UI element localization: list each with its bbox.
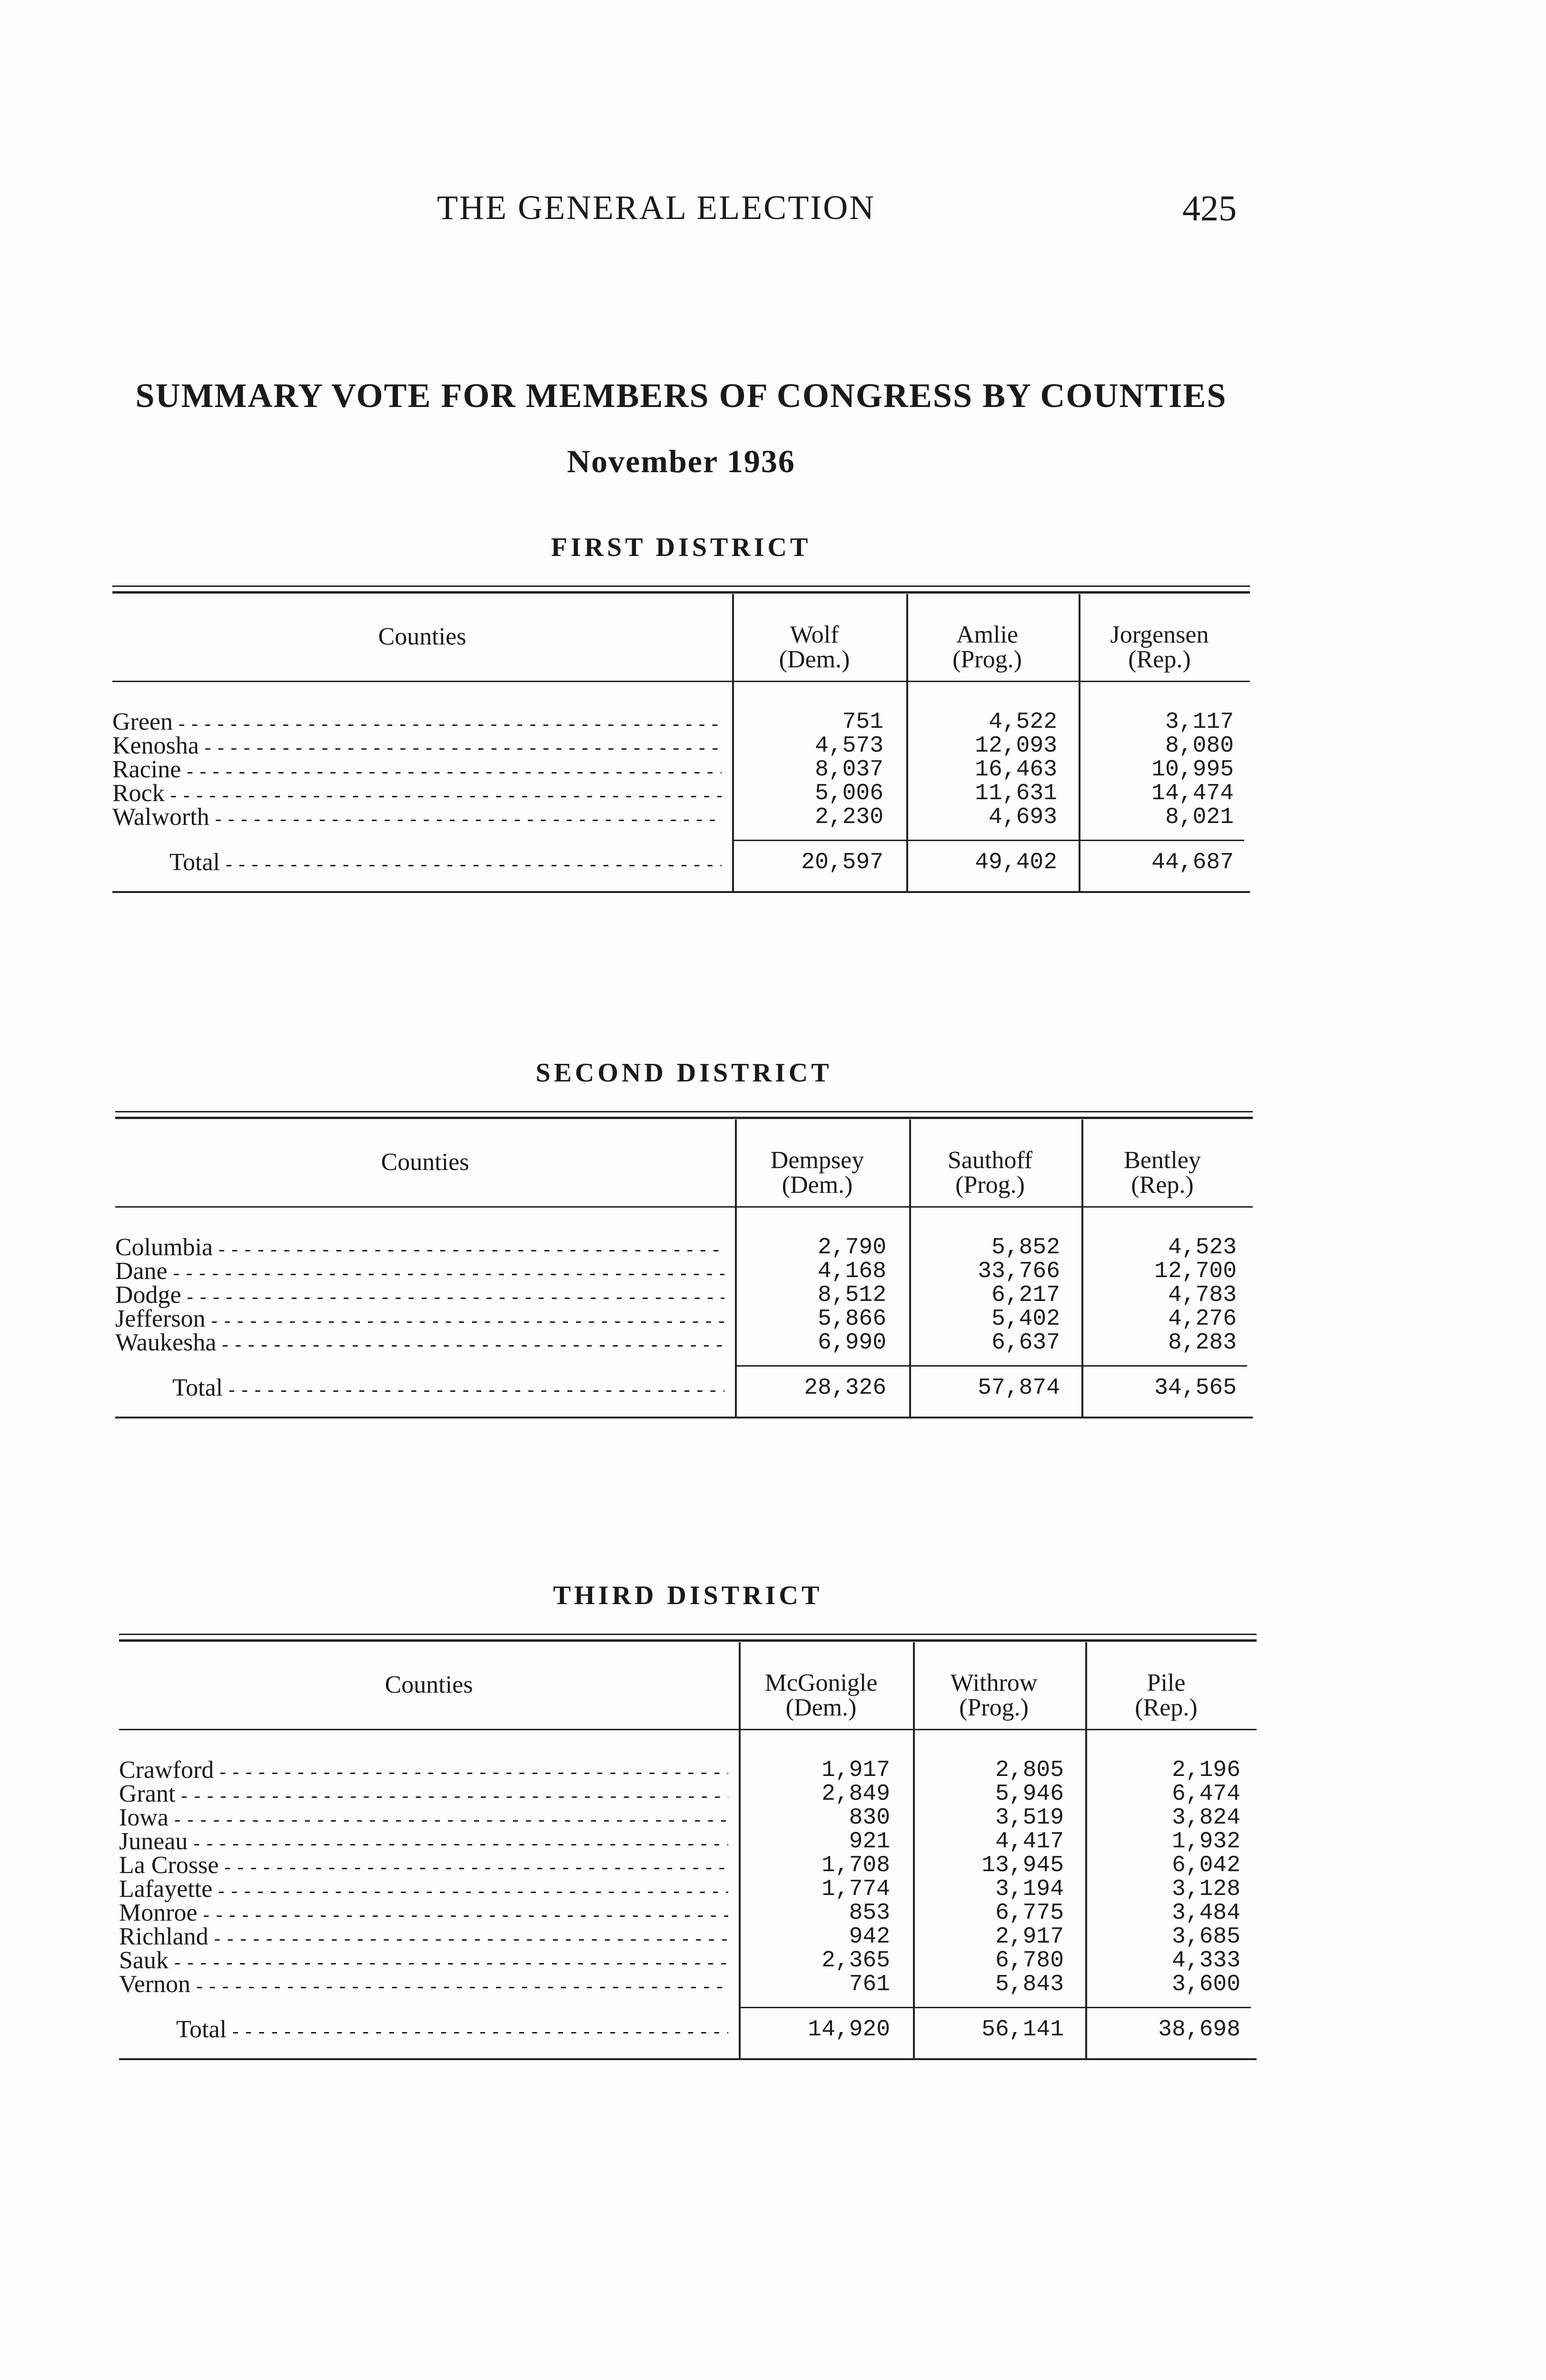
candidate-party: (Prog.) [952, 646, 1022, 673]
table-top-rule [112, 585, 1250, 587]
table-top-rule-thick [119, 1639, 1257, 1642]
vote-count: 5,866 [817, 1306, 886, 1332]
header-rule [119, 1729, 1257, 1730]
vote-count: 4,333 [1171, 1948, 1240, 1973]
county-name: Monroe - - - [119, 1901, 728, 1926]
table-row [119, 1758, 1257, 1782]
table-body [119, 1758, 1257, 1996]
county-name: Jefferson - - - [115, 1307, 724, 1332]
table-row [119, 1854, 1257, 1877]
table-row [119, 1949, 1257, 1973]
candidate-column-header [732, 1148, 903, 1198]
vote-count: 4,276 [1168, 1306, 1237, 1332]
vote-count: 4,417 [995, 1829, 1064, 1854]
district-heading-first: FIRST DISTRICT [551, 533, 812, 562]
vote-count: 6,474 [1171, 1781, 1240, 1807]
table-body [115, 1236, 1253, 1355]
vote-count: 3,194 [995, 1876, 1064, 1902]
candidate-name: Dempsey [770, 1147, 864, 1174]
vote-count: 4,783 [1168, 1282, 1237, 1308]
county-name: Crawford - - - [119, 1758, 728, 1784]
vote-count: 14,474 [1151, 781, 1234, 806]
total-label: Total - - - [176, 2015, 728, 2045]
table-row [112, 710, 1250, 734]
header-rule [112, 681, 1250, 682]
vote-count: 2,849 [821, 1781, 890, 1807]
district-table-third [119, 1634, 1257, 2063]
total-vote-count: 49,402 [975, 850, 1057, 875]
county-name: Dodge - - - [115, 1283, 724, 1309]
candidate-party: (Rep.) [1131, 1171, 1194, 1199]
candidate-party: (Prog.) [959, 1694, 1029, 1721]
vote-count: 2,196 [1171, 1757, 1240, 1783]
county-name: Racine - - - [112, 758, 722, 783]
vote-count: 4,522 [988, 709, 1057, 735]
candidate-column-header [735, 1671, 907, 1720]
county-name: Green - - - [112, 710, 722, 735]
vote-count: 5,006 [814, 781, 883, 806]
table-row [119, 1925, 1257, 1949]
county-name: Kenosha - - - [112, 734, 722, 759]
candidate-name: Pile [1147, 1669, 1186, 1696]
county-name: Iowa - - - [119, 1806, 728, 1831]
total-vote-count: 56,141 [981, 2017, 1064, 2043]
vote-count: 8,021 [1165, 804, 1234, 830]
vote-count: 830 [849, 1805, 890, 1831]
total-vote-count: 57,874 [978, 1375, 1060, 1401]
county-name: Richland - - - [119, 1925, 728, 1950]
vote-count: 2,917 [995, 1924, 1064, 1950]
header-rule [115, 1206, 1253, 1208]
candidate-name: Jorgensen [1110, 621, 1209, 648]
vote-count: 6,780 [995, 1948, 1064, 1973]
page-title: SUMMARY VOTE FOR MEMBERS OF CONGRESS BY COUNTIES [135, 377, 1227, 415]
vote-count: 6,775 [995, 1900, 1064, 1926]
vote-count: 12,700 [1154, 1259, 1237, 1284]
candidate-party: (Dem.) [785, 1694, 857, 1721]
total-vote-count: 44,687 [1151, 850, 1234, 875]
candidate-party: (Prog.) [955, 1171, 1025, 1199]
table-row [115, 1236, 1253, 1259]
county-name: Rock - - - [112, 782, 722, 807]
county-name: Lafayette - - - [119, 1877, 728, 1903]
vote-count: 8,283 [1168, 1330, 1237, 1356]
district-heading-second: SECOND DISTRICT [535, 1058, 832, 1088]
vote-count: 16,463 [975, 757, 1057, 783]
counties-column-header: Counties [385, 1671, 473, 1698]
vote-count: 8,080 [1165, 733, 1234, 759]
vote-count: 3,484 [1171, 1900, 1240, 1926]
table-row [115, 1283, 1253, 1307]
table-row [112, 734, 1250, 758]
table-bottom-rule [115, 1417, 1253, 1418]
total-vote-count: 38,698 [1158, 2017, 1240, 2043]
total-vote-count: 14,920 [808, 2017, 890, 2043]
vote-count: 761 [849, 1972, 890, 1997]
vote-count: 3,519 [995, 1805, 1064, 1831]
candidate-name: Amlie [956, 621, 1018, 648]
counties-column-header: Counties [381, 1149, 469, 1176]
district-table-first [112, 585, 1250, 896]
vote-count: 1,708 [821, 1853, 890, 1878]
table-top-rule [115, 1111, 1253, 1112]
table-row [119, 1806, 1257, 1830]
table-row [115, 1259, 1253, 1283]
vote-count: 33,766 [978, 1259, 1060, 1284]
table-bottom-rule [112, 891, 1250, 893]
county-name: Walworth - - - [112, 805, 722, 831]
county-name: Dane - - - [115, 1259, 724, 1285]
counties-column-header: Counties [378, 623, 466, 650]
county-name: La Crosse - - - [119, 1854, 728, 1879]
vote-count: 2,365 [821, 1948, 890, 1973]
candidate-column-header [1074, 623, 1245, 672]
vote-count: 5,402 [991, 1306, 1060, 1332]
total-row [115, 1374, 1253, 1402]
vote-count: 853 [849, 1900, 890, 1926]
county-name: Columbia - - - [115, 1236, 724, 1261]
vote-count: 3,128 [1171, 1876, 1240, 1902]
total-label: Total - - - [172, 1374, 724, 1404]
vote-count: 5,852 [991, 1235, 1060, 1260]
total-vote-count: 28,326 [804, 1375, 886, 1401]
total-rule [739, 2007, 1251, 2008]
vote-count: 10,995 [1151, 757, 1234, 783]
vote-count: 2,805 [995, 1757, 1064, 1783]
vote-count: 4,523 [1168, 1235, 1237, 1260]
vote-count: 8,512 [817, 1282, 886, 1308]
table-top-rule-thick [115, 1117, 1253, 1119]
candidate-column-header [729, 623, 900, 672]
candidate-name: Bentley [1124, 1147, 1201, 1174]
total-rule [732, 840, 1244, 841]
table-row [119, 1901, 1257, 1925]
vote-count: 11,631 [975, 781, 1057, 806]
vote-count: 942 [849, 1924, 890, 1950]
county-name: Vernon - - - [119, 1973, 728, 1998]
table-row [112, 782, 1250, 805]
total-label: Total - - - [169, 848, 722, 878]
candidate-column-header [1077, 1148, 1248, 1198]
running-title: THE GENERAL ELECTION [437, 188, 876, 227]
candidate-party: (Dem.) [782, 1171, 853, 1199]
district-heading-third: THIRD DISTRICT [553, 1581, 823, 1610]
page-subtitle: November 1936 [567, 443, 795, 479]
candidate-column-header [1080, 1671, 1252, 1720]
vote-count: 3,117 [1165, 709, 1234, 735]
vote-count: 12,093 [975, 733, 1057, 759]
vote-count: 2,790 [817, 1235, 886, 1260]
table-row [112, 758, 1250, 782]
candidate-party: (Dem.) [779, 646, 850, 673]
vote-count: 3,600 [1171, 1972, 1240, 1997]
total-row [119, 2015, 1257, 2044]
vote-count: 6,637 [991, 1330, 1060, 1356]
table-body [112, 710, 1250, 829]
vote-count: 1,932 [1171, 1829, 1240, 1854]
vote-count: 5,843 [995, 1972, 1064, 1997]
county-name: Grant - - - [119, 1782, 728, 1807]
page-header [0, 188, 1546, 236]
vote-count: 921 [849, 1829, 890, 1854]
vote-count: 4,693 [988, 804, 1057, 830]
candidate-name: Withrow [950, 1669, 1038, 1696]
candidate-name: Wolf [790, 621, 839, 648]
total-vote-count: 20,597 [801, 850, 883, 875]
table-top-rule [119, 1634, 1257, 1635]
candidate-name: McGonigle [764, 1669, 878, 1696]
vote-count: 2,230 [814, 804, 883, 830]
table-row [115, 1307, 1253, 1331]
vote-count: 6,042 [1171, 1853, 1240, 1878]
vote-count: 3,685 [1171, 1924, 1240, 1950]
table-row [119, 1973, 1257, 1996]
district-table-second [115, 1111, 1253, 1421]
candidate-party: (Rep.) [1135, 1694, 1198, 1721]
vote-count: 751 [842, 709, 883, 735]
table-bottom-rule [119, 2058, 1257, 2060]
vote-count: 6,217 [991, 1282, 1060, 1308]
candidate-column-header [902, 623, 1073, 672]
vote-count: 4,573 [814, 733, 883, 759]
county-name: Sauk - - - [119, 1949, 728, 1974]
candidate-column-header [904, 1148, 1076, 1198]
candidate-party: (Rep.) [1128, 646, 1191, 673]
vote-count: 5,946 [995, 1781, 1064, 1807]
table-row [119, 1782, 1257, 1806]
table-row [115, 1331, 1253, 1355]
county-name: Juneau - - - [119, 1830, 728, 1855]
vote-count: 1,917 [821, 1757, 890, 1783]
vote-count: 4,168 [817, 1259, 886, 1284]
page-number: 425 [1182, 188, 1237, 228]
total-rule [735, 1365, 1247, 1367]
vote-count: 8,037 [814, 757, 883, 783]
vote-count: 1,774 [821, 1876, 890, 1902]
table-row [119, 1877, 1257, 1901]
candidate-column-header [908, 1671, 1080, 1720]
table-row [112, 805, 1250, 829]
candidate-name: Sauthoff [947, 1147, 1033, 1174]
vote-count: 13,945 [981, 1853, 1064, 1878]
total-row [112, 848, 1250, 877]
table-row [119, 1830, 1257, 1854]
total-vote-count: 34,565 [1154, 1375, 1237, 1401]
county-name: Waukesha - - - [115, 1331, 724, 1356]
table-top-rule-thick [112, 591, 1250, 594]
vote-count: 6,990 [817, 1330, 886, 1356]
vote-count: 3,824 [1171, 1805, 1240, 1831]
